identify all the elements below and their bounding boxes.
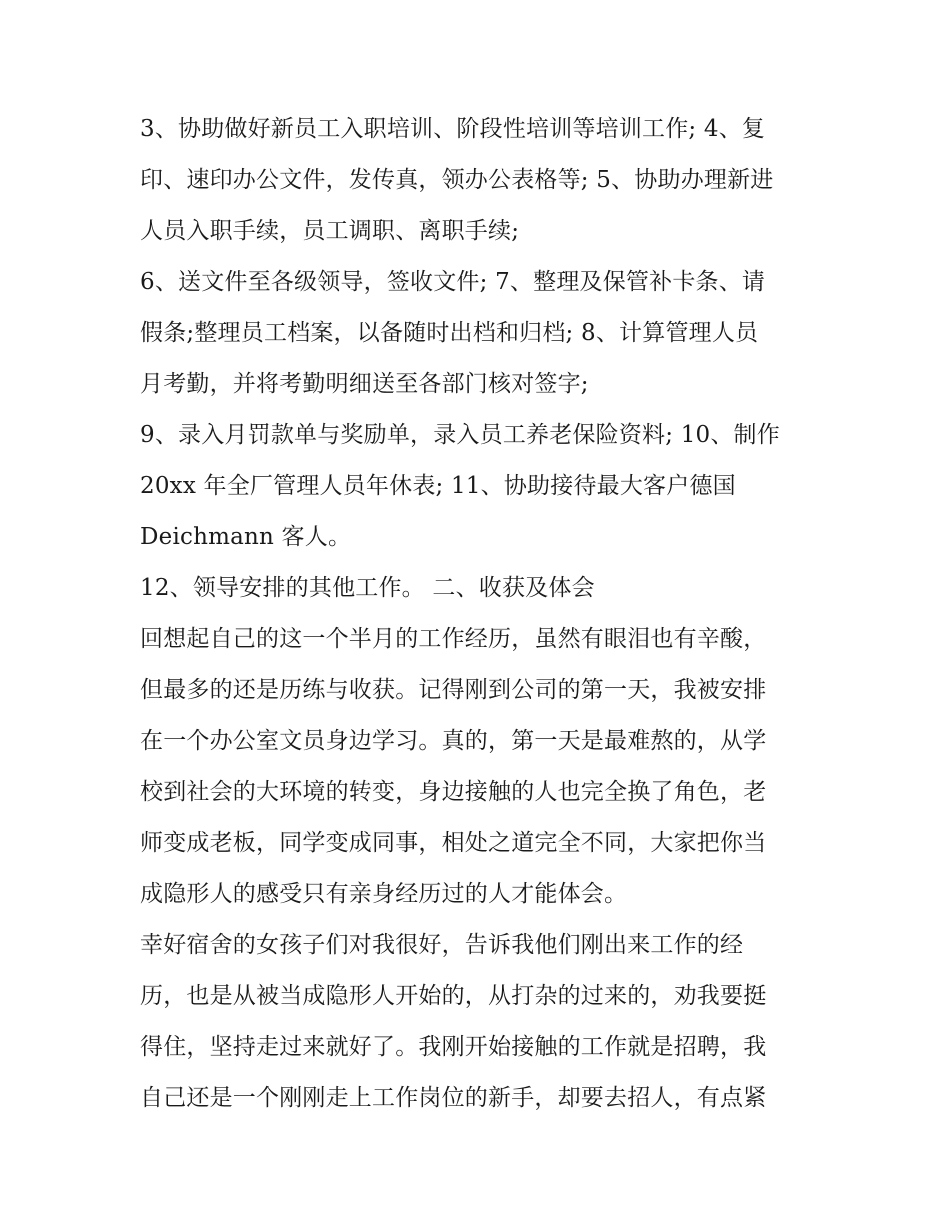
text-line: 12、领导安排的其他工作。 二、收获及体会 [140,575,595,601]
text-line: 校到社会的大环境的转变，身边接触的人也完全换了角色，老 [140,779,767,805]
text-line: 得住，坚持走过来就好了。我刚开始接触的工作就是招聘，我 [140,1034,767,1060]
text-line: 3、协助做好新员工入职培训、阶段性培训等培训工作; 4、复 [140,116,766,142]
text-line: 印、速印办公文件，发传真，领办公表格等; 5、协助办理新进 [140,167,774,193]
text-line: 月考勤，并将考勤明细送至各部门核对签字; [140,371,589,397]
text-line: 9、录入月罚款单与奖励单，录入员工养老保险资料; 10、制作 [140,422,780,448]
text-line: 人员入职手续，员工调职、离职手续; [140,218,520,244]
text-line: 20xx 年全厂管理人员年休表; 11、协助接待最大客户德国 [140,473,736,499]
document-body [140,104,820,1124]
text-line: 回想起自己的这一个半月的工作经历，虽然有眼泪也有辛酸， [140,626,767,652]
text-line: 假条;整理员工档案，以备随时出档和归档; 8、计算管理人员 [140,320,759,346]
text-line: 历，也是从被当成隐形人开始的，从打杂的过来的，劝我要挺 [140,983,767,1009]
text-line: 自己还是一个刚刚走上工作岗位的新手，却要去招人，有点紧 [140,1085,767,1111]
text-line: Deichmann 客人。 [140,524,352,550]
text-line: 但最多的还是历练与收获。记得刚到公司的第一天，我被安排 [140,677,767,703]
text-line: 6、送文件至各级领导，签收文件; 7、整理及保管补卡条、请 [140,269,766,295]
text-line: 成隐形人的感受只有亲身经历过的人才能体会。 [140,881,628,907]
text-line: 幸好宿舍的女孩子们对我很好，告诉我他们刚出来工作的经 [140,932,744,958]
text-line: 师变成老板，同学变成同事，相处之道完全不同，大家把你当 [140,830,767,856]
text-line: 在一个办公室文员身边学习。真的，第一天是最难熬的，从学 [140,728,767,754]
